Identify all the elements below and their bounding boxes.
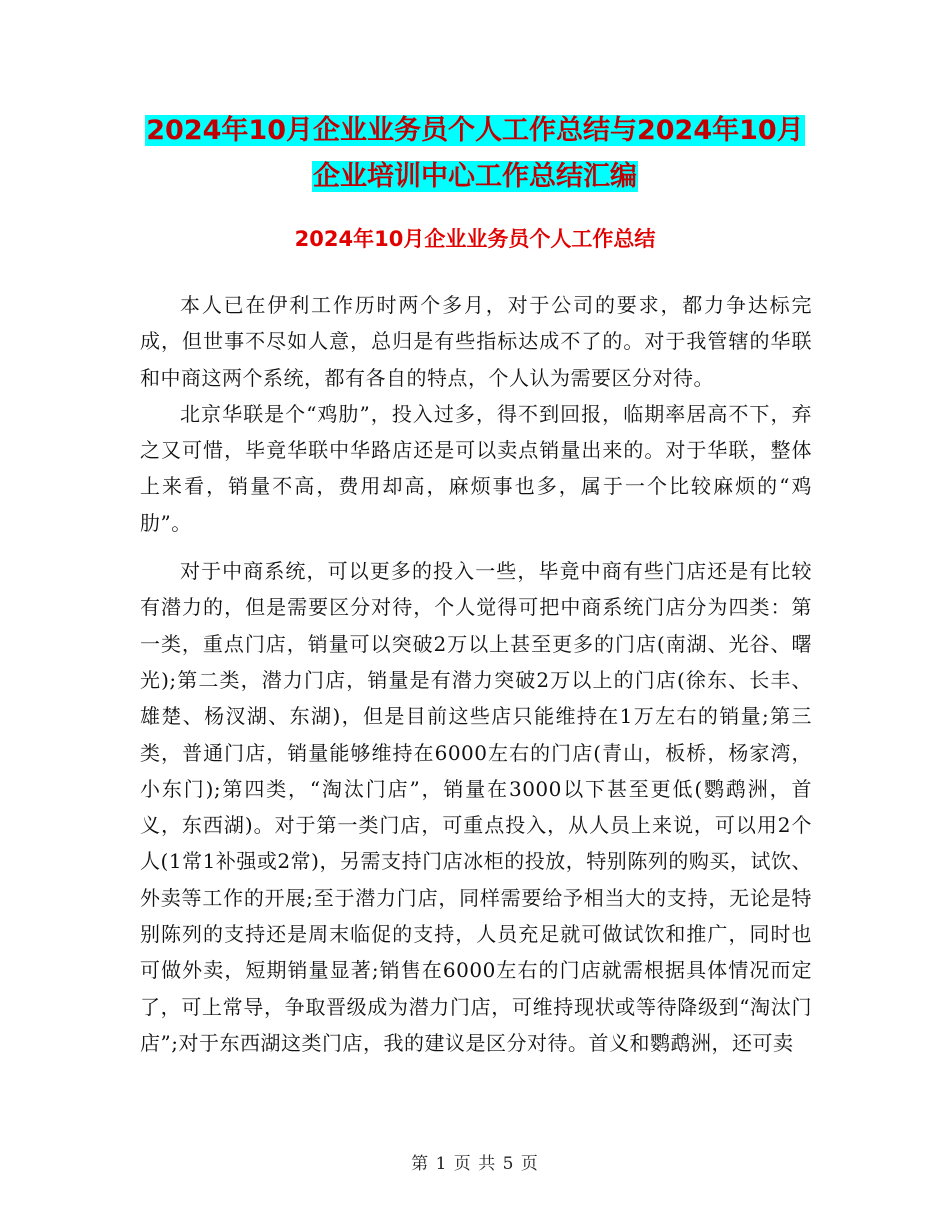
document-title-line-2-text: 企业培训中心工作总结汇编 xyxy=(313,161,637,192)
document-title-line-1 xyxy=(0,108,950,154)
document-title-line-2 xyxy=(0,154,950,200)
section-title: 2024年10月企业业务员个人工作总结 xyxy=(294,227,656,251)
document-body xyxy=(140,287,812,1061)
document-title-line-1-text: 2024年10月企业业务员个人工作总结与2024年10月 xyxy=(146,115,804,146)
paragraph-3: 对于中商系统，可以更多的投入一些，毕竟中商有些门店还是有比较有潜力的，但是需要区分对待，个人觉得可把中商系统门店分为四类：第一类，重点门店，销量可以突破2万以上甚至更多的门店(南湖、光谷、曙光);第二类，潜力门店，销量是有潜力突破2万以上的门店(徐东、长丰、雄楚、杨汊湖、东湖)，但是目前这些店只能维持在1万左右的销量;第三类，普通门店，销量能够维持在6000左右的门店(青山，板桥，杨家湾，小东门);第四类，“淘汰门店”，销量在3000以下甚至更低(鹦鹉洲，首义，东西湖)。对于第一类门店，可重点投入，从人员上来说，可以用2个人(1常1补强或2常)，另需支持门店冰柜的投放，特别陈列的购买，试饮、外卖等工作的开展;至于潜力门店，同样需要给予相当大的支持，无论是特别陈列的支持还是周末临促的支持，人员充足就可做试饮和推广，同时也可做外卖，短期销量显著;销售在6000左右的门店就需根据具体情况而定了，可上常导，争取晋级成为潜力门店，可维持现状或等待降级到“淘汰门店”;对于东西湖这类门店，我的建议是区分对待。首义和鹦鹉洲，还可卖 xyxy=(140,559,812,1055)
page-footer: 第 1 页 共 5 页 xyxy=(411,1154,539,1174)
paragraph-1: 本人已在伊利工作历时两个多月，对于公司的要求，都力争达标完成，但世事不尽如人意，总归是有些指标达成不了的。对于我管辖的华联和中商这两个系统，都有各自的特点，个人认为需要区分对待。 xyxy=(140,293,812,390)
paragraph-2: 北京华联是个“鸡肋”，投入过多，得不到回报，临期率居高不下，弃之又可惜，毕竟华联中华路店还是可以卖点销量出来的。对于华联，整体上来看，销量不高，费用却高，麻烦事也多，属于一个比较麻烦的“鸡肋”。 xyxy=(140,401,812,535)
